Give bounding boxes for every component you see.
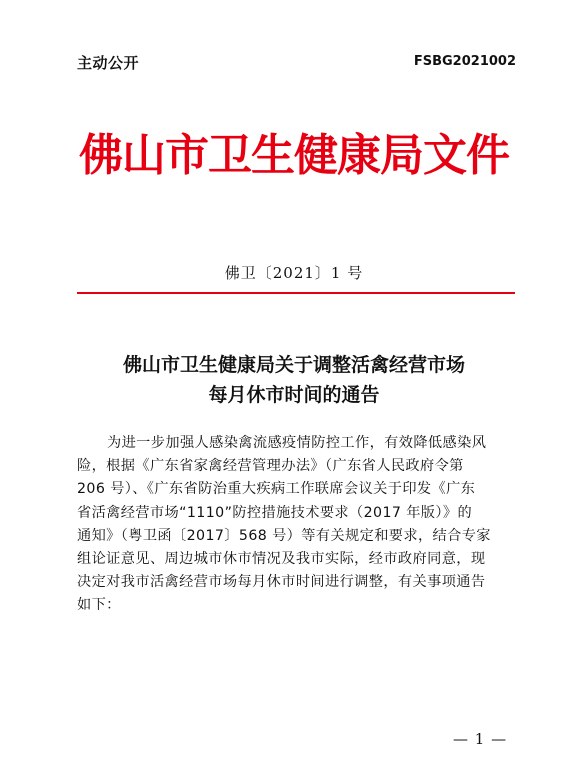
document-title [0, 350, 588, 410]
body-line: 组论证意见、周边城市休市情况及我市实际，经市政府同意，现 [77, 551, 486, 568]
body-line: 险，根据《广东省家禽经营管理办法》（广东省人民政府令第 [77, 458, 464, 475]
body-paragraph [77, 432, 517, 618]
body-line: 决定对我市活禽经营市场每月休市时间进行调整，有关事项通告 [77, 574, 486, 591]
body-line: 为进一步加强人感染禽流感疫情防控工作，有效降低感染风 [107, 435, 487, 451]
title-line-1: 佛山市卫生健康局关于调整活禽经营市场 [122, 354, 465, 376]
red-divider-line [77, 292, 515, 294]
page-number: — 1 — [453, 730, 508, 748]
body-line: 通知》（粤卫函〔2017〕568 号）等有关规定和要求，结合专家 [77, 527, 491, 544]
document-number: 佛卫〔2021〕1 号 [224, 264, 364, 282]
title-line-2: 每月休市时间的通告 [208, 384, 380, 406]
body-line: 如下： [77, 597, 121, 614]
body-line: 省活禽经营市场“1110”防控措施技术要求（2017 年版）》的 [77, 504, 473, 521]
disclosure-label: 主动公开 [77, 54, 140, 72]
document-code: FSBG2021002 [413, 54, 516, 69]
document-masthead: 佛山市卫生健康局文件 [79, 130, 509, 181]
body-line: 206 号）、《广东省防治重大疾病工作联席会议关于印发《广东 [77, 481, 476, 498]
